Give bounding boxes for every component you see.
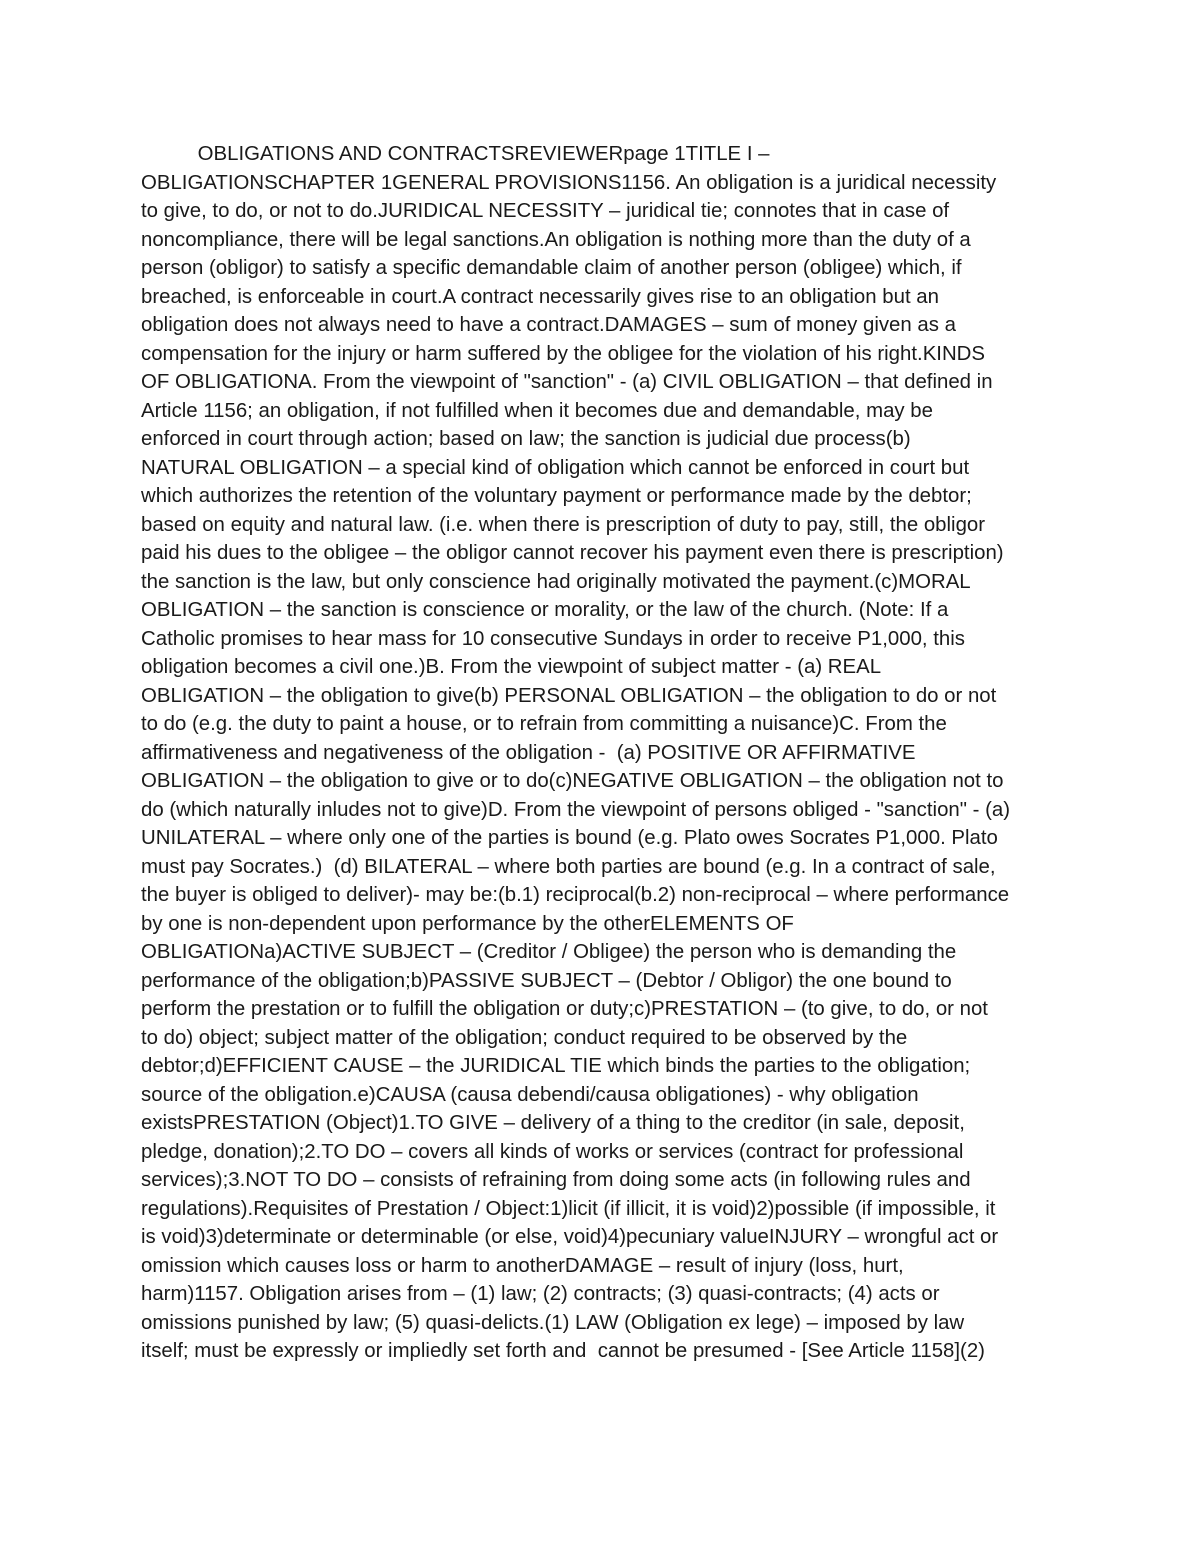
text-line: OBLIGATION – the obligation to give(b) PERSONAL OBLIGATION – the obligation to do or not xyxy=(141,684,997,707)
text-line: obligation becomes a civil one.)B. From the viewpoint of subject matter - (a) REAL xyxy=(141,656,882,678)
text-line: services);3.NOT TO DO – consists of refraining from doing some acts (in following rules and xyxy=(141,1169,971,1191)
text-line: OBLIGATION – the sanction is conscience or morality, or the law of the church. (Note: If a xyxy=(141,599,949,621)
text-line: Catholic promises to hear mass for 10 consecutive Sundays in order to receive P1,000, this xyxy=(141,627,965,650)
text-line: affirmativeness and negativeness of the obligation - (a) POSITIVE OR AFFIRMATIVE xyxy=(141,741,916,764)
text-line: is void)3)determinate or determinable (or else, void)4)pecuniary valueINJURY – wrongful act or xyxy=(141,1226,999,1248)
text-line: perform the prestation or to fulfill the obligation or duty;c)PRESTATION – (to give, to do, or not xyxy=(141,998,988,1020)
text-line: harm)1157. Obligation arises from – (1) law; (2) contracts; (3) quasi-contracts; (4) acts or xyxy=(141,1283,940,1305)
text-line: enforced in court through action; based on law; the sanction is judicial due process(b) xyxy=(141,428,911,450)
text-line: performance of the obligation;b)PASSIVE SUBJECT – (Debtor / Obligor) the one bound to xyxy=(141,969,952,992)
text-line: UNILATERAL – where only one of the parties is bound (e.g. Plato owes Socrates P1,000. Plato xyxy=(141,827,998,849)
text-line: omission which causes loss or harm to anotherDAMAGE – result of injury (loss, hurt, xyxy=(141,1254,904,1277)
text-line: must pay Socrates.) (d) BILATERAL – where both parties are bound (e.g. In a contract of sale, xyxy=(141,855,996,878)
text-line: which authorizes the retention of the voluntary payment or performance made by the debtor; xyxy=(141,485,972,507)
text-line: to do) object; subject matter of the obligation; conduct required to be observed by the xyxy=(141,1026,908,1049)
text-line: itself; must be expressly or impliedly set forth and cannot be presumed - [See Article 1158](2) xyxy=(141,1340,985,1362)
text-line: pledge, donation);2.TO DO – covers all kinds of works or services (contract for professional xyxy=(141,1140,964,1163)
text-line: based on equity and natural law. (i.e. when there is prescription of duty to pay, still, the obligor xyxy=(141,513,986,536)
text-line: to do (e.g. the duty to paint a house, or to refrain from committing a nuisance)C. From the xyxy=(141,713,947,735)
text-line: OBLIGATION – the obligation to give or to do(c)NEGATIVE OBLIGATION – the obligation not to xyxy=(141,770,1004,792)
document-body-text xyxy=(141,140,1066,1366)
text-line: noncompliance, there will be legal sanctions.An obligation is nothing more than the duty of a xyxy=(141,228,971,251)
text-line: the buyer is obliged to deliver)- may be:(b.1) reciprocal(b.2) non-reciprocal – where performance xyxy=(141,884,1010,906)
text-line: Article 1156; an obligation, if not fulfilled when it becomes due and demandable, may be xyxy=(141,399,933,422)
text-line: regulations).Requisites of Prestation / Object:1)licit (if illicit, it is void)2)possible (if impossible, it xyxy=(141,1197,996,1220)
text-line: paid his dues to the obligee – the obligor cannot recover his payment even there is prescription) xyxy=(141,542,1004,564)
text-line: person (obligor) to satisfy a specific demandable claim of another person (obligee) which, if xyxy=(141,257,962,279)
text-line: source of the obligation.e)CAUSA (causa debendi/causa obligationes) - why obligation xyxy=(141,1083,919,1106)
text-line: do (which naturally inludes not to give)D. From the viewpoint of persons obliged - "sanction" - (a) xyxy=(141,798,1011,821)
text-line: obligation does not always need to have a contract.DAMAGES – sum of money given as a xyxy=(141,314,956,336)
text-line: breached, is enforceable in court.A contract necessarily gives rise to an obligation but an xyxy=(141,285,939,308)
text-line: the sanction is the law, but only conscience had originally motivated the payment.(c)MORAL xyxy=(141,570,971,593)
text-line: by one is non-dependent upon performance by the otherELEMENTS OF xyxy=(141,912,794,935)
text-line: OBLIGATIONS AND CONTRACTSREVIEWERpage 1TITLE I – xyxy=(141,143,770,165)
text-line: OBLIGATIONa)ACTIVE SUBJECT – (Creditor / Obligee) the person who is demanding the xyxy=(141,941,957,963)
text-line: OF OBLIGATIONA. From the viewpoint of "sanction" - (a) CIVIL OBLIGATION – that defined in xyxy=(141,371,993,393)
text-line: existsPRESTATION (Object)1.TO GIVE – delivery of a thing to the creditor (in sale, deposit, xyxy=(141,1112,965,1134)
text-line: NATURAL OBLIGATION – a special kind of obligation which cannot be enforced in court but xyxy=(141,456,970,479)
text-line: debtor;d)EFFICIENT CAUSE – the JURIDICAL TIE which binds the parties to the obligation; xyxy=(141,1055,971,1077)
text-line: compensation for the injury or harm suffered by the obligee for the violation of his right.KINDS xyxy=(141,342,986,365)
text-line: to give, to do, or not to do.JURIDICAL NECESSITY – juridical tie; connotes that in case of xyxy=(141,200,950,222)
text-line: OBLIGATIONSCHAPTER 1GENERAL PROVISIONS1156. An obligation is a juridical necessity xyxy=(141,171,997,194)
text-line: omissions punished by law; (5) quasi-delicts.(1) LAW (Obligation ex lege) – imposed by law xyxy=(141,1311,965,1334)
